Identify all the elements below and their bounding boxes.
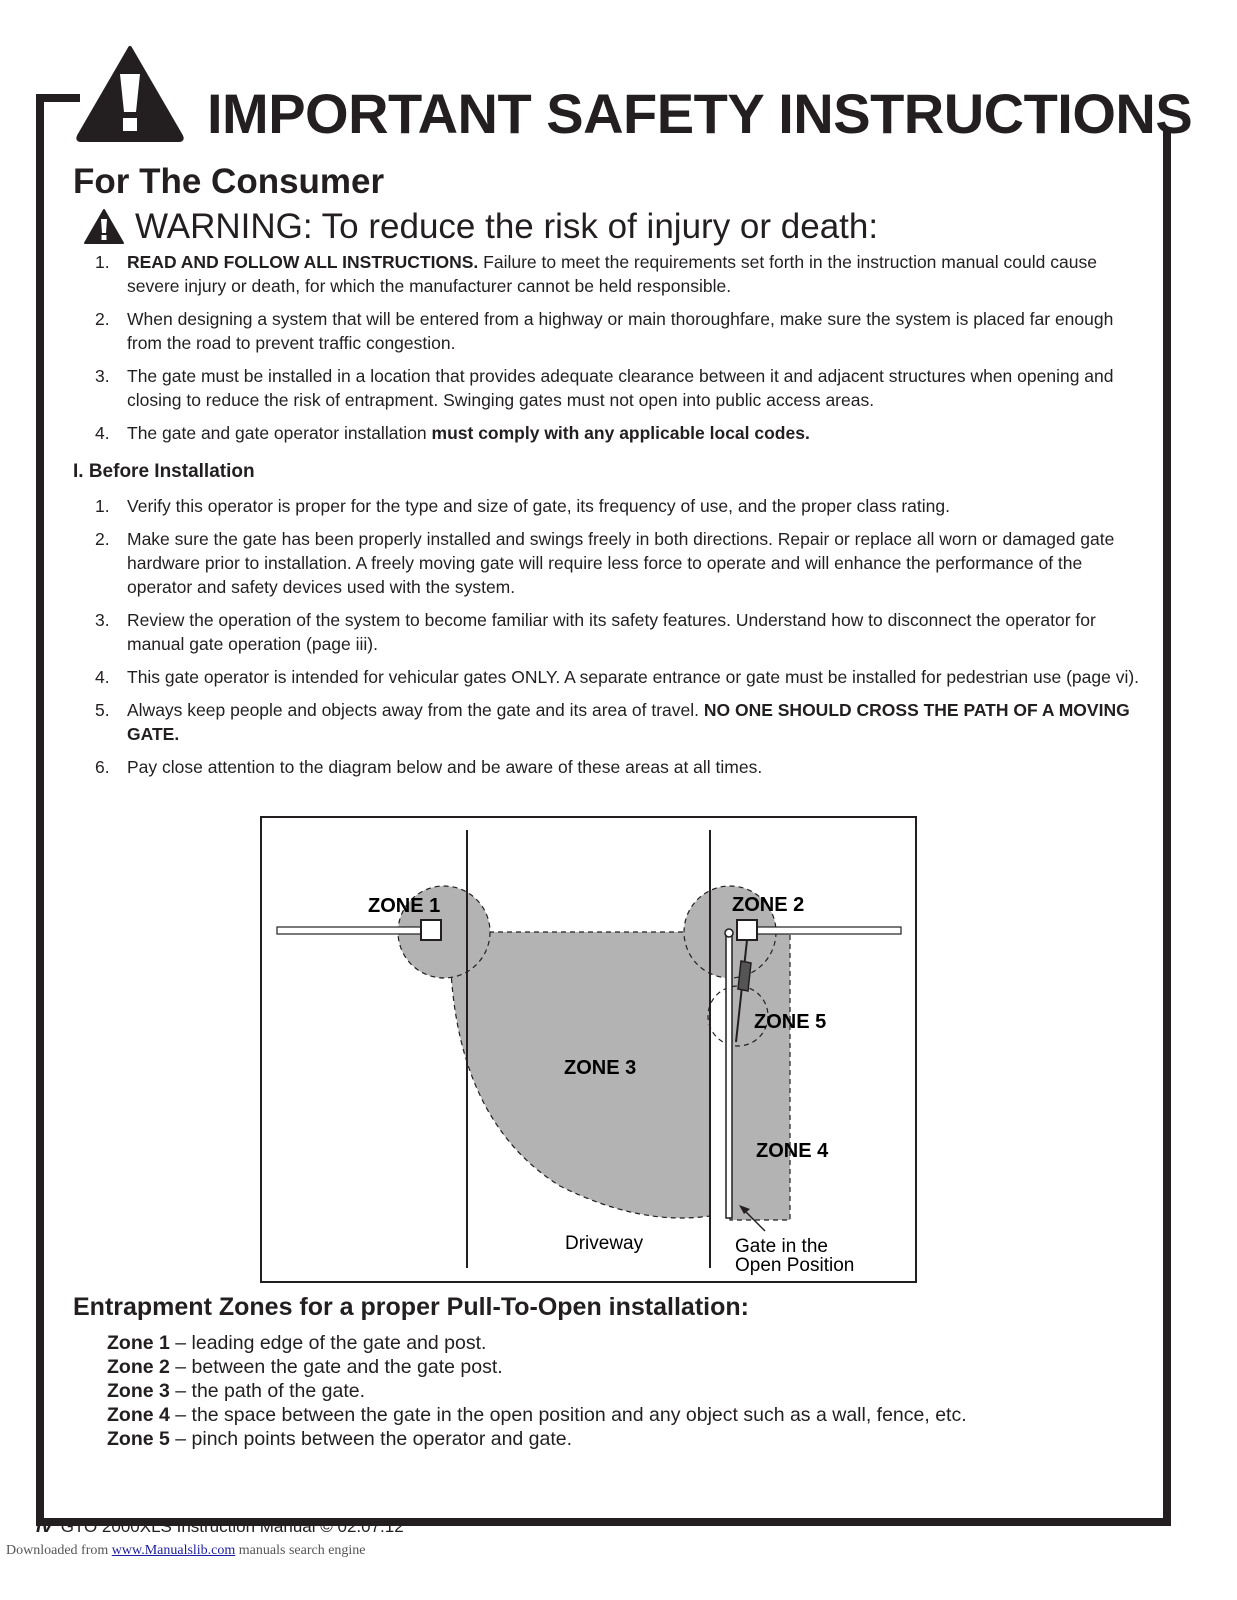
section-heading: I. Before Installation [73, 461, 255, 482]
warning-triangle-icon [75, 44, 185, 142]
manualslib-link[interactable]: www.Manualslib.com [111, 1543, 236, 1558]
zone-description: – leading edge of the gate and post. [169, 1332, 487, 1354]
gate-hinge [725, 929, 733, 937]
zone-label: Zone 4 [107, 1404, 170, 1426]
zone-description: – the space between the gate in the open position and any object such as a wall, fence, etc. [169, 1404, 967, 1426]
bold-text: READ AND FOLLOW ALL INSTRUCTIONS. [127, 252, 479, 272]
item-text: Review the operation of the system to become familiar with its safety features. Understand how to disconnect the operator for manual gate operation (page iii). [127, 610, 1096, 654]
list-item [107, 1331, 967, 1355]
zone-list [107, 1331, 967, 1451]
list-number: 1. [95, 252, 110, 272]
list-number: 2. [95, 309, 110, 329]
gate-label-line1: Gate in the [735, 1236, 828, 1257]
item-text: Make sure the gate has been properly installed and swings freely in both directions. Repair or replace all worn or damaged gate hardware prior to installation. A freely moving gate will require less force to operate and will enhance the performance of the operator and safety devices used with the system. [127, 529, 1115, 597]
operator-body [738, 961, 751, 991]
zone-3-label: ZONE 3 [564, 1057, 637, 1079]
item-text: This gate operator is intended for vehicular gates ONLY. A separate entrance or gate must be installed for pedestrian use (page vi). [127, 667, 1140, 687]
frame-border [36, 94, 44, 1526]
page-number: iv [36, 1515, 53, 1537]
open-gate [726, 932, 732, 1218]
list-number: 2. [95, 529, 110, 549]
list-number: 4. [95, 667, 110, 687]
list-item [95, 421, 1145, 445]
download-suffix: manuals search engine [235, 1543, 366, 1558]
entrapment-zone-diagram [260, 816, 917, 1283]
list-item [95, 665, 1145, 689]
zone-description: – pinch points between the operator and gate. [169, 1428, 573, 1450]
zone-label: Zone 1 [107, 1332, 170, 1354]
warning-list [95, 250, 1145, 454]
list-item [95, 608, 1145, 656]
zone-1-label: ZONE 1 [368, 895, 441, 917]
item-text: Verify this operator is proper for the type and size of gate, its frequency of use, and the proper class rating. [127, 496, 950, 516]
section-heading: Entrapment Zones for a proper Pull-To-Open installation: [73, 1293, 749, 1321]
list-item [95, 250, 1145, 298]
zone-label: Zone 2 [107, 1356, 170, 1378]
item-text: Always keep people and objects away from the gate and its area of travel. [127, 700, 704, 720]
manual-title: GTO 2000XLS Instruction Manual © 02.07.12 [60, 1517, 404, 1536]
gate-label-line2: Open Position [735, 1255, 855, 1276]
list-number: 3. [95, 366, 110, 386]
section-heading: For The Consumer [73, 162, 385, 201]
item-text: When designing a system that will be entered from a highway or main thoroughfare, make sure the system is placed far enough from the road to prevent traffic congestion. [127, 309, 1114, 353]
item-text: Pay close attention to the diagram below and be aware of these areas at all times. [127, 757, 763, 777]
warning-triangle-icon [83, 208, 125, 246]
warning-text: WARNING: To reduce the risk of injury or death: [135, 207, 879, 246]
list-item [107, 1427, 967, 1451]
list-item [95, 364, 1145, 412]
fence-left [277, 927, 432, 934]
item-text: Failure to meet the requirements set forth in the instruction manual could cause severe injury or death, for which the manufacturer cannot be held responsible. [127, 252, 1097, 296]
bold-text: NO ONE SHOULD CROSS THE PATH OF A MOVING GATE. [127, 700, 1130, 744]
list-item [95, 698, 1145, 746]
list-item [95, 494, 1145, 518]
post-left [421, 920, 441, 940]
item-text: The gate must be installed in a location that provides adequate clearance between it and adjacent structures when opening and closing to reduce the risk of entrapment. Swinging gates must not open into public access areas. [127, 366, 1114, 410]
page-footer [36, 1514, 404, 1539]
zone-description: – the path of the gate. [169, 1380, 365, 1402]
zone-label: Zone 3 [107, 1380, 170, 1402]
list-number: 4. [95, 423, 110, 443]
bold-text: must comply with any applicable local codes. [431, 423, 810, 443]
download-notice [6, 1541, 366, 1561]
warning-line [83, 204, 878, 250]
page-title: IMPORTANT SAFETY INSTRUCTIONS [207, 82, 1193, 145]
driveway-label: Driveway [565, 1233, 644, 1254]
list-item [95, 527, 1145, 599]
download-prefix: Downloaded from [6, 1543, 112, 1558]
zone-5-label: ZONE 5 [754, 1011, 827, 1033]
zone-description: – between the gate and the gate post. [169, 1356, 503, 1378]
item-text: The gate and gate operator installation [127, 423, 432, 443]
list-number: 3. [95, 610, 110, 630]
list-number: 5. [95, 700, 110, 720]
list-item [107, 1355, 967, 1379]
list-item [95, 755, 1145, 779]
fence-right [756, 927, 901, 934]
list-number: 1. [95, 496, 110, 516]
post-right [737, 920, 757, 940]
list-item [107, 1403, 967, 1427]
frame-border [1163, 127, 1171, 1526]
zone-2-label: ZONE 2 [732, 894, 805, 916]
install-list [95, 494, 1145, 788]
list-item [107, 1379, 967, 1403]
list-number: 6. [95, 757, 110, 777]
zone-4-label: ZONE 4 [756, 1140, 829, 1162]
list-item [95, 307, 1145, 355]
zone-label: Zone 5 [107, 1428, 170, 1450]
